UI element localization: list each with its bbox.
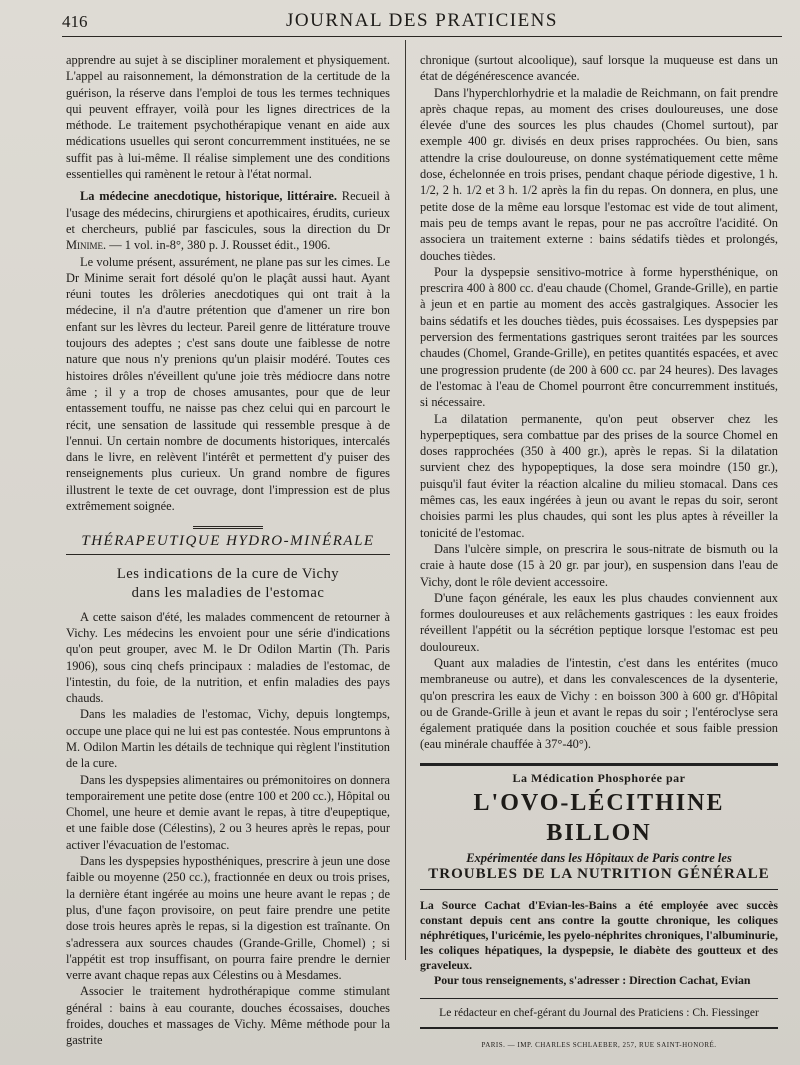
ad-product-name: L'OVO-LÉCITHINE BILLON bbox=[473, 790, 725, 847]
book-review-author: Minime bbox=[66, 238, 104, 253]
journal-title: JOURNAL DES PRATICIENS bbox=[286, 10, 558, 31]
paragraph: Dans les dyspepsies alimentaires ou prémonitoires on donnera temporairement une petite dose (entre 100 et 200 cc.), Hôpital ou Chomel, une heure et demie avant le repas, à titre d'eupeptique, et une faible dose (Célestins), 2 ou 3 heures après le repas, pour activer l'évacuation de l'estomac. bbox=[66, 772, 390, 852]
paragraph: chronique (surtout alcoolique), sauf lorsque la muqueuse est dans un état de dégénérescence avancée. bbox=[420, 53, 778, 84]
article-title bbox=[66, 565, 390, 603]
page-number: 416 bbox=[62, 12, 88, 31]
paragraph: La dilatation permanente, qu'on peut observer chez les hyperpeptiques, sera combattue par des prises de la source Chomel en doses rapprochées (350 à 400 gr.), après le repas. Si la dilatation survient chez des hypopeptiques, la dose sera moindre (150 gr.), puisqu'il faut éviter la réaction alcaline du milieu stomacal. Dans ces mêmes cas, les eaux ingérées à jeun ou avant le repas du soir, seront choisies parmi les plus chaudes, qui sont les plus aptes à réveiller la tonicité de l'estomac. bbox=[420, 411, 778, 540]
editor-credit: Le rédacteur en chef-gérant du Journal des Praticiens : Ch. Fiessinger bbox=[439, 1006, 759, 1019]
header-rule bbox=[62, 36, 782, 37]
advertisement-ovo-lecithine bbox=[420, 763, 778, 1053]
ad-rule bbox=[420, 889, 778, 890]
paragraph: Quant aux maladies de l'intestin, c'est dans les entérites (muco membraneuse ou autre), et dans les convalescences de la dysenterie, qu'on prescrira les eaux de Vichy : en boisson 300 à 600 gr. d'Hôpital ou de Grande-Grille à jeun et avant le repas du soir ; l'entéroclyse sera également pratiquée dans la position couchée et sous faible pression (eau minérale chauffée à 37°-40°). bbox=[420, 655, 778, 752]
book-review-text: Recueil à l'usage des médecins, chirurgiens et apothicaires, érudits, curieux et chercheurs, publié par fascicules, sous la direction du Dr bbox=[66, 189, 390, 236]
ad-intro: La Médication Phosphorée par bbox=[512, 770, 686, 785]
advertisement-cachat-contact: Pour tous renseignements, s'adresser : Direction Cachat, Evian bbox=[434, 972, 751, 987]
section-title: THÉRAPEUTIQUE HYDRO-MINÉRALE bbox=[81, 533, 375, 550]
printer-imprint: PARIS. — IMP. CHARLES SCHLAEBER, 257, RUE SAINT-HONORÉ. bbox=[481, 1040, 717, 1049]
left-column bbox=[66, 52, 390, 1049]
section-rule bbox=[66, 554, 390, 555]
ad-subtitle: Expérimentée dans les Hôpitaux de Paris contre les bbox=[466, 851, 732, 866]
ad-rule bbox=[420, 998, 778, 999]
footer-rule bbox=[420, 1027, 778, 1029]
paragraph: Associer le traitement hydrothérapique comme stimulant général : bains à eau courante, douches écossaises, douches froides, douches et massages de Vichy. Même méthode pour la gastrite bbox=[66, 984, 390, 1048]
paragraph: apprendre au sujet à se discipliner moralement et physiquement. L'appel au raisonnement, la démonstration de la certitude de la guérison, la réserve dans l'emploi de tous les termes techniques qui peuvent effrayer, voilà pour les lignes directrices de la méthode. Le traitement psychothérapique venant en aide aux médications usuelles qui seront concurremment instituées, ne se suffit pas à lui-même. Il réalise simplement une des conditions essentielles qui ramènent le retour à l'état normal. bbox=[66, 53, 390, 182]
right-column bbox=[420, 52, 778, 1053]
paragraph: Pour la dyspepsie sensitivo-motrice à forme hypersthénique, on prescrira 400 à 800 cc. d'eau chaude (Chomel, Grande-Grille), en partie à jeun et en partie au moment des accès gastralgiques. Associer les bains sédatifs et les douches tièdes, puis écossaises. Les dyspepsies par perversion des fermentations gastriques seront traitées par les sources chaudes (Chomel, Grande-Grille), en petites quantités espacées, et avec une progression prudente (de 200 à 600 cc. par 24 heures). Des lavages de l'estomac à l'eau de Chomel pourront être concurremment institués, si nécessaire. bbox=[420, 264, 778, 410]
book-review-entry bbox=[66, 188, 390, 253]
column-divider bbox=[405, 40, 406, 960]
book-review-tail: . — 1 vol. in-8°, 380 p. J. Rousset édit., 1906. bbox=[103, 238, 331, 253]
paragraph: Dans l'ulcère simple, on prescrira le sous-nitrate de bismuth ou la craie à haute dose (15 à 20 gr. par jour), en suspension dans l'eau de Vichy, dont le rôle devient accessoire. bbox=[420, 541, 778, 589]
paragraph: Dans l'hyperchlorhydrie et la maladie de Reichmann, on fait prendre après chaque repas, au moment des crises douloureuses, une dose élevée d'une des sources les plus chaudes (Chomel surtout), par exemple 400 gr. divisés en deux prises rapprochées. Ou bien, sans attendre la crise douloureuse, on donne systématiquement cette même dose, échelonnée en trois prises, pendant chaque période digestive, 1 h. 1/2, 2 h. 1/2 et 3 h. 1/2 après la fin du repas. On donnera, en plus, une petite dose de la même eau lorsque l'estomac est vide de tout aliment, mais peu de temps avant le repas, pour ne pas accroître l'acidité. On associera un traitement externe : bains sédatifs tièdes et prolongés, douches tièdes. bbox=[420, 85, 778, 263]
paragraph: Le volume présent, assurément, ne plane pas sur les cimes. Le Dr Minime serait fort désolé qu'on le plaçât aussi haut. Ayant réuni toutes les drôleries anecdotiques qui ont trait à la médecine, il n'a d'autre prétention que d'amener un rire bon enfant sur les lèvres du lecteur. Pareil genre de littérature trouve toujours des adeptes ; c'est sans doute une faiblesse de notre nature que nous n'y prenions qu'un plaisir modéré. Toutes ces histoires drôles n'éveillent qu'une joie très médiocre dans notre âme ; il y a trop de choses amusantes, pour que de leur entassement touffu, ne naisse pas chez celui qui en parcourt le récit, une sensation de lassitude qui ressemble presque à de l'ennui. Un certain nombre de documents historiques, intercalés dans le livre, en relèvent l'intérêt et permettent d'y puiser des renseignements plus curieux. Un grand nombre de figures illustrent le texte de cet ouvrage, dont l'impression est de plus extrêmement soignée. bbox=[66, 254, 390, 514]
paragraph: Dans les maladies de l'estomac, Vichy, depuis longtemps, occupe une place qui ne lui est pas contestée. Nous empruntons à M. Odilon Martin les détails de technique qui règlent l'institution de la cure. bbox=[66, 707, 390, 771]
paragraph: A cette saison d'été, les malades commencent de retourner à Vichy. Les médecins les envoient pour une série d'indications qu'on peut grouper, avec M. le Dr Odilon Martin (Th. Paris 1906), sous cinq chefs principaux : maladies de l'estomac, de l'intestin, du foie, de la nutrition, et enfin maladies des pays chauds. bbox=[66, 609, 390, 706]
page-header bbox=[62, 10, 782, 36]
paragraph: Dans les dyspepsies hyposthéniques, prescrire à jeun une dose faible ou moyenne (250 cc.), fractionnée en deux ou trois prises, la dernière étant ingérée au moins une heure avant le repas ; de plus, d'une façon provisoire, on peut faire prendre une petite dose trois heures après le repas, si la digestion est traînante. On s'adressera aux sources chaudes (Grande-Grille, Chomel) ; si l'appétit est trop insuffisant, on pourra faire prendre le dernier verre avant chaque repas aux Célestins ou à Mesdames. bbox=[66, 854, 390, 983]
ad-headline: TROUBLES DE LA NUTRITION GÉNÉRALE bbox=[428, 866, 770, 883]
book-review-title: La médecine anecdotique, historique, littéraire. bbox=[80, 189, 337, 204]
section-separator bbox=[193, 526, 263, 529]
paragraph: D'une façon générale, les eaux les plus chaudes conviennent aux formes douloureuses et aux relâchements gastriques : les eaux froides réveillent l'appétit ou la sécrétion peptique lorsque l'estomac est peu douloureux. bbox=[420, 590, 778, 654]
article-title-line-2: dans les maladies de l'estomac bbox=[131, 584, 325, 601]
advertisement-cachat: La Source Cachat d'Evian-les-Bains a été employée avec succès constant depuis cent ans contre la goutte chronique, les coliques néphrétiques, l'uricémie, les pyelo-néphrites chroniques, l'albuminurie, les coliques hépatiques, la dyspepsie, le diabète des goutteux et des graveleux. bbox=[420, 897, 778, 972]
article-title-line-1: Les indications de la cure de Vichy bbox=[116, 565, 340, 582]
